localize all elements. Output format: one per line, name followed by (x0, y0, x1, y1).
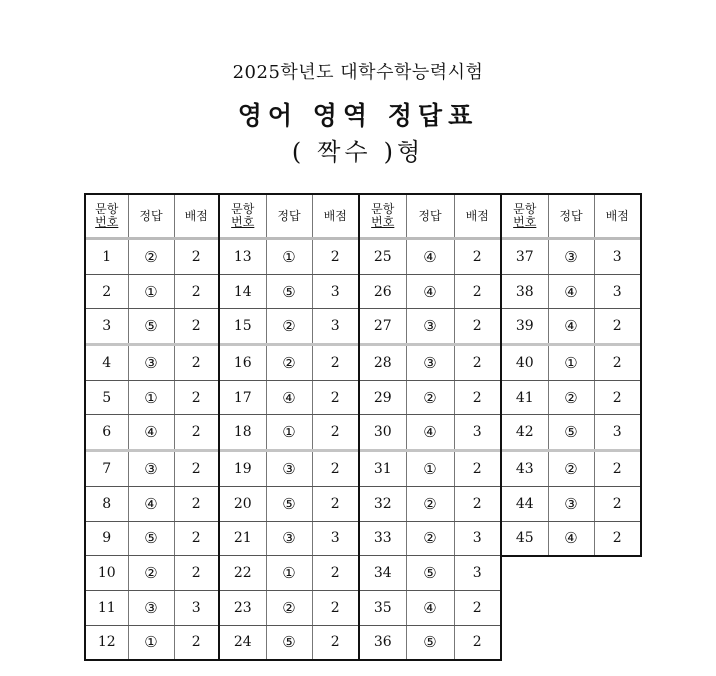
question-number-cell: 4 (86, 345, 128, 381)
table-row (360, 239, 500, 275)
question-number-cell: 43 (502, 451, 548, 487)
answer-group-2 (218, 193, 360, 661)
answer-cell: ③ (406, 345, 454, 381)
header-line1: 문항 (231, 202, 255, 216)
table-row (220, 486, 358, 521)
points-cell: 2 (174, 451, 218, 487)
question-number-cell: 35 (360, 590, 406, 625)
table-row (220, 556, 358, 591)
question-number-cell: 3 (86, 309, 128, 345)
table-row (220, 590, 358, 625)
answer-cell: ① (266, 556, 312, 591)
answer-cell: ② (406, 380, 454, 415)
question-number-cell: 14 (220, 274, 266, 309)
points-cell: 3 (594, 415, 640, 451)
table-row (86, 415, 218, 451)
points-cell: 2 (594, 486, 640, 521)
table-row (360, 451, 500, 487)
question-number-cell: 15 (220, 309, 266, 345)
question-number-cell: 42 (502, 415, 548, 451)
points-cell: 2 (174, 486, 218, 521)
table-row (86, 451, 218, 487)
points-cell: 2 (454, 239, 500, 275)
table-row (360, 486, 500, 521)
table-row (360, 309, 500, 345)
answer-cell: ① (266, 239, 312, 275)
points-cell: 2 (312, 451, 358, 487)
answer-header: 정답 (266, 195, 312, 239)
table-row (360, 274, 500, 309)
points-cell: 2 (612, 530, 622, 547)
table-row (86, 625, 218, 659)
points-cell: 2 (174, 274, 218, 309)
question-number-cell: 31 (360, 451, 406, 487)
answer-table (360, 195, 500, 659)
answer-cell: ⑤ (406, 556, 454, 591)
table-row (86, 345, 218, 381)
answer-table (86, 195, 218, 659)
table-row (360, 415, 500, 451)
table-row (220, 451, 358, 487)
table-row (220, 521, 358, 556)
question-number-cell: 23 (220, 590, 266, 625)
question-number-cell: 37 (502, 239, 548, 275)
header-row (86, 195, 218, 239)
points-cell: 2 (454, 309, 500, 345)
answer-cell: ④ (406, 590, 454, 625)
points-cell: 2 (472, 634, 482, 651)
points-cell: 3 (594, 239, 640, 275)
table-row (220, 345, 358, 381)
answer-group-1 (84, 193, 220, 661)
table-row (502, 380, 640, 415)
header-line1: 문항 (513, 202, 537, 216)
points-cell: 2 (312, 590, 358, 625)
table-row (502, 521, 640, 555)
points-cell: 2 (454, 486, 500, 521)
question-number-cell: 22 (220, 556, 266, 591)
answer-cell: ③ (548, 486, 594, 521)
answer-cell: ④ (406, 415, 454, 451)
points-cell: 3 (454, 415, 500, 451)
table-row (502, 239, 640, 275)
points-cell: 2 (454, 451, 500, 487)
points-cell: 2 (174, 521, 218, 556)
table-row (86, 556, 218, 591)
points-cell: 3 (312, 274, 358, 309)
question-number-header (86, 195, 128, 239)
question-number-cell: 26 (360, 274, 406, 309)
question-number-cell: 39 (502, 309, 548, 345)
answer-cell: ① (266, 415, 312, 451)
header-row (220, 195, 358, 239)
table-row (360, 380, 500, 415)
points-cell: 3 (454, 521, 500, 556)
answer-cell: ③ (128, 345, 174, 381)
question-number-cell: 28 (360, 345, 406, 381)
points-cell: 2 (174, 239, 218, 275)
table-row (86, 486, 218, 521)
points-cell: 3 (312, 521, 358, 556)
answer-cell: ② (266, 590, 312, 625)
table-row (86, 380, 218, 415)
question-number-cell: 36 (360, 625, 406, 659)
points-cell: 2 (174, 345, 218, 381)
header-line1: 문항 (371, 202, 395, 216)
points-cell: 2 (454, 380, 500, 415)
table-row (86, 590, 218, 625)
points-cell: 2 (312, 239, 358, 275)
table-row (360, 556, 500, 591)
answer-cell: ② (266, 309, 312, 345)
points-cell: 2 (174, 309, 218, 345)
points-cell: 3 (454, 556, 500, 591)
table-row (360, 521, 500, 556)
question-number-cell: 1 (86, 239, 128, 275)
answer-cell: ③ (128, 451, 174, 487)
points-header: 배점 (454, 195, 500, 239)
question-number-header (502, 195, 548, 239)
points-cell: 3 (312, 309, 358, 345)
points-cell: 2 (594, 451, 640, 487)
answer-table (220, 195, 358, 659)
table-row (502, 309, 640, 345)
points-cell: 2 (312, 380, 358, 415)
question-number-cell: 29 (360, 380, 406, 415)
answer-cell: ④ (128, 415, 174, 451)
answer-cell: ① (548, 345, 594, 381)
table-row (86, 274, 218, 309)
question-number-cell: 11 (86, 590, 128, 625)
answer-cell: ④ (548, 309, 594, 345)
question-number-cell: 41 (502, 380, 548, 415)
points-cell: 2 (454, 345, 500, 381)
question-number-cell: 21 (220, 521, 266, 556)
points-cell: 2 (174, 415, 218, 451)
answer-cell: ② (406, 521, 454, 556)
answer-cell: ⑤ (128, 521, 174, 556)
header-line2: 번호 (513, 215, 537, 229)
answer-cell: ② (406, 486, 454, 521)
answer-cell: ③ (128, 590, 174, 625)
points-header: 배점 (312, 195, 358, 239)
table-row (86, 239, 218, 275)
points-cell: 2 (312, 415, 358, 451)
answer-header: 정답 (406, 195, 454, 239)
answer-cell: ⑤ (548, 415, 594, 451)
type-name: 짝수 (317, 138, 372, 166)
table-row (220, 625, 358, 659)
question-number-cell: 44 (502, 486, 548, 521)
answer-group-3 (358, 193, 502, 661)
exam-type (0, 132, 716, 167)
answer-cell: ④ (128, 486, 174, 521)
type-open-paren: ( (291, 138, 306, 166)
answer-cell: ① (128, 274, 174, 309)
question-number-cell: 32 (360, 486, 406, 521)
header-row (502, 195, 640, 239)
question-number-cell: 40 (502, 345, 548, 381)
points-cell: 2 (330, 634, 340, 651)
answer-cell: ⑤ (266, 274, 312, 309)
question-number-cell: 9 (86, 521, 128, 556)
question-number-cell: 45 (502, 521, 548, 555)
answer-cell: ③ (266, 521, 312, 556)
answer-cell: ④ (406, 239, 454, 275)
answer-cell: ② (266, 345, 312, 381)
question-number-cell: 30 (360, 415, 406, 451)
header-line2: 번호 (371, 215, 395, 229)
table-row (86, 521, 218, 556)
table-row (220, 239, 358, 275)
points-cell: 2 (174, 556, 218, 591)
answer-cell: ④ (406, 274, 454, 309)
answer-cell: ⑤ (128, 309, 174, 345)
table-row (220, 309, 358, 345)
answer-cell: ② (548, 451, 594, 487)
points-cell: 3 (594, 274, 640, 309)
answer-header: 정답 (128, 195, 174, 239)
points-header: 배점 (594, 195, 640, 239)
answer-cell: ④ (548, 274, 594, 309)
points-cell: 2 (312, 345, 358, 381)
answer-table (502, 195, 640, 555)
question-number-cell: 6 (86, 415, 128, 451)
question-number-cell: 24 (220, 625, 266, 659)
points-cell: 2 (454, 590, 500, 625)
points-cell: 2 (594, 309, 640, 345)
answer-cell: ④ (266, 380, 312, 415)
table-row (502, 274, 640, 309)
question-number-cell: 33 (360, 521, 406, 556)
points-cell: 2 (594, 380, 640, 415)
points-cell: 2 (312, 556, 358, 591)
header-line2: 번호 (231, 215, 255, 229)
table-row (360, 625, 500, 659)
question-number-cell: 2 (86, 274, 128, 309)
table-row (220, 380, 358, 415)
question-number-cell: 5 (86, 380, 128, 415)
table-row (86, 309, 218, 345)
answer-header: 정답 (548, 195, 594, 239)
table-row (360, 590, 500, 625)
answer-group-4 (500, 193, 642, 557)
question-number-cell: 27 (360, 309, 406, 345)
table-row (502, 486, 640, 521)
table-row (220, 274, 358, 309)
question-number-cell: 17 (220, 380, 266, 415)
question-number-header (220, 195, 266, 239)
points-cell: 2 (174, 380, 218, 415)
question-number-cell: 18 (220, 415, 266, 451)
question-number-cell: 10 (86, 556, 128, 591)
question-number-cell: 19 (220, 451, 266, 487)
answer-cell: ② (128, 556, 174, 591)
table-row (502, 345, 640, 381)
question-number-cell: 34 (360, 556, 406, 591)
question-number-cell: 7 (86, 451, 128, 487)
table-row (220, 415, 358, 451)
question-number-cell: 20 (220, 486, 266, 521)
points-cell: 2 (312, 486, 358, 521)
answer-cell: ⑤ (266, 486, 312, 521)
points-cell: 2 (454, 274, 500, 309)
points-cell: 3 (174, 590, 218, 625)
answer-cell: ③ (406, 309, 454, 345)
answer-cell: ① (406, 451, 454, 487)
header-line2: 번호 (95, 215, 119, 229)
header-row (360, 195, 500, 239)
exam-title: 2025학년도 대학수학능력시험 (232, 62, 484, 83)
answer-cell: ④ (548, 521, 594, 555)
table-row (502, 451, 640, 487)
subject-title: 영어 영역 정답표 (237, 101, 479, 130)
answer-cell: ③ (266, 451, 312, 487)
points-cell: 2 (191, 634, 201, 651)
header-line1: 문항 (95, 202, 119, 216)
points-cell: 2 (594, 345, 640, 381)
question-number-cell: 12 (86, 625, 128, 659)
question-number-cell: 25 (360, 239, 406, 275)
answer-cell: ② (128, 239, 174, 275)
table-row (360, 345, 500, 381)
question-number-cell: 16 (220, 345, 266, 381)
answer-cell: ⑤ (406, 625, 454, 659)
question-number-cell: 13 (220, 239, 266, 275)
type-close: )형 (383, 138, 425, 166)
question-number-header (360, 195, 406, 239)
question-number-cell: 38 (502, 274, 548, 309)
table-row (502, 415, 640, 451)
answer-cell: ① (128, 625, 174, 659)
answer-cell: ② (548, 380, 594, 415)
points-header: 배점 (174, 195, 218, 239)
question-number-cell: 8 (86, 486, 128, 521)
answer-cell: ⑤ (266, 625, 312, 659)
answer-cell: ① (128, 380, 174, 415)
answer-cell: ③ (548, 239, 594, 275)
